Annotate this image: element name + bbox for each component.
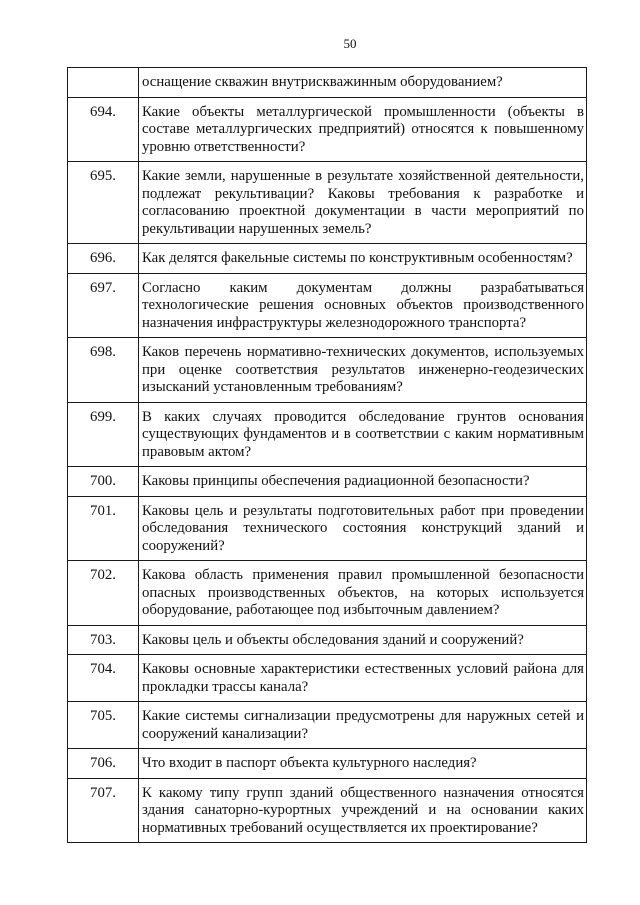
table-row [68,68,587,98]
table-row [68,749,587,779]
table-row [68,402,587,467]
question-number: 702. [68,561,139,626]
question-text: Какие системы сигнализации предусмотрены для наружных сетей и сооружений канализации? [139,702,587,749]
question-text: Каковы принципы обеспечения радиационной безопасности? [139,467,587,497]
table-row [68,561,587,626]
question-number: 698. [68,338,139,403]
question-text: оснащение скважин внутрискважинным оборудованием? [139,68,587,98]
question-text: К какому типу групп зданий общественного назначения относятся здания санаторно-курортных учреждений и на основании каких нормативных требований осуществляется их проектирование? [139,778,587,843]
table-row [68,625,587,655]
question-number: 704. [68,655,139,702]
question-number: 701. [68,496,139,561]
question-text: Что входит в паспорт объекта культурного наследия? [139,749,587,779]
table-row [68,655,587,702]
table-row [68,273,587,338]
question-text: Каковы цель и объекты обследования зданий и сооружений? [139,625,587,655]
page-number: 50 [343,36,357,51]
question-text: Какова область применения правил промышленной безопасности опасных производственных объектов, на которых используется оборудование, работающее под избыточным давлением? [139,561,587,626]
question-number: 700. [68,467,139,497]
question-text: Согласно каким документам должны разрабатываться технологические решения основных объектов производственного назначения инфраструктуры железнодорожного транспорта? [139,273,587,338]
question-number: 695. [68,162,139,244]
question-number: 703. [68,625,139,655]
question-text: Какие земли, нарушенные в результате хозяйственной деятельности, подлежат рекультивации? Каковы требования к разработке и согласованию проектной документации в части мероприятий по рекультивации нарушенных земель? [139,162,587,244]
question-text: Каков перечень нормативно-технических документов, используемых при оценке соответствия результатов инженерно-геодезических изысканий установленным требованиям? [139,338,587,403]
questions-table-body [68,68,587,843]
question-number: 705. [68,702,139,749]
question-text: Как делятся факельные системы по конструктивным особенностям? [139,244,587,274]
question-number: 696. [68,244,139,274]
question-number: 694. [68,97,139,162]
question-text: Какие объекты металлургической промышленности (объекты в составе металлургических предприятий) относятся к повышенному уровню ответственности? [139,97,587,162]
question-number: 706. [68,749,139,779]
table-row [68,244,587,274]
table-row [68,338,587,403]
table-row [68,496,587,561]
question-number: 697. [68,273,139,338]
question-text: Каковы цель и результаты подготовительных работ при проведении обследования технического состояния конструкций зданий и сооружений? [139,496,587,561]
question-text: В каких случаях проводится обследование грунтов основания существующих фундаментов и в соответствии с каким нормативным правовым актом? [139,402,587,467]
questions-table [67,67,587,843]
table-row [68,467,587,497]
question-text: Каковы основные характеристики естественных условий района для прокладки трассы канала? [139,655,587,702]
question-number: 699. [68,402,139,467]
table-row [68,778,587,843]
question-number [68,68,139,98]
table-row [68,97,587,162]
table-row [68,162,587,244]
table-row [68,702,587,749]
question-number: 707. [68,778,139,843]
